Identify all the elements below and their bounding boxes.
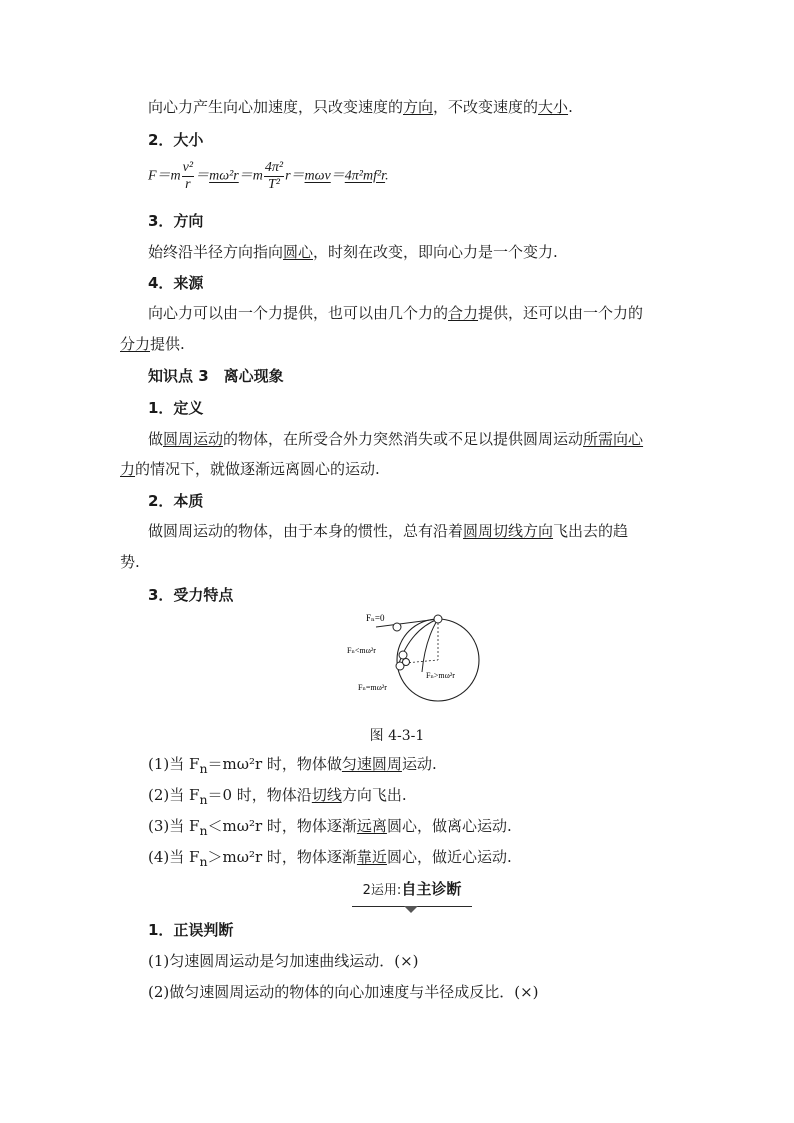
heading-direction: 3．方向: [148, 212, 204, 230]
text: .: [568, 98, 573, 116]
heading-force-feature: 3．受力特点: [148, 586, 234, 604]
source-line-1: [148, 303, 643, 323]
underlined-answer: 分力: [120, 335, 151, 353]
condition-3: [148, 816, 512, 841]
text: 提供.: [150, 335, 185, 353]
text: 飞出去的趋: [553, 522, 629, 540]
underlined-answer: 所需向心: [583, 430, 644, 448]
text: ＝mω²r 时，物体做: [207, 755, 342, 773]
heading-source: 4．来源: [148, 274, 204, 292]
underlined-answer: 4π²mf²r: [344, 168, 386, 184]
formula-part: ＝: [330, 168, 345, 184]
direction-line: [148, 242, 558, 262]
definition-line-1: [148, 429, 643, 449]
condition-2: [148, 785, 407, 810]
heading-size: 2．大小: [148, 131, 204, 149]
judgement-2: (2)做匀速圆周运动的物体的向心加速度与半径成反比．(×): [148, 983, 539, 1001]
text: 向心力可以由一个力提供，也可以由几个力的: [148, 304, 449, 322]
text: ，不改变速度的: [433, 98, 539, 116]
underlined-answer: 圆周运动: [163, 430, 224, 448]
text: 的物体，在所受合外力突然消失或不足以提供圆周运动: [223, 430, 584, 448]
ball-less: [399, 651, 407, 659]
heading-essence: 2．本质: [148, 492, 204, 510]
text: 始终沿半径方向指向: [148, 243, 284, 261]
label-fn-zero: Fₙ=0: [366, 613, 385, 623]
subscript: n: [199, 823, 208, 838]
text: (3)当 F: [148, 817, 200, 835]
ball-top: [434, 615, 442, 623]
text: (1)当 F: [148, 755, 200, 773]
heading-judgement: 1．正误判断: [148, 921, 234, 939]
underlined-answer: 合力: [448, 304, 479, 322]
ball-greater: [403, 659, 410, 666]
underlined-answer: 圆周切线方向: [463, 522, 554, 540]
text: (4)当 F: [148, 848, 200, 866]
judgement-1: (1)匀速圆周运动是匀加速曲线运动．(×): [148, 952, 419, 970]
centrifugal-figure: [340, 610, 490, 710]
text: 的情况下，就做逐渐远离圆心的运动.: [135, 460, 380, 478]
label-fn-greater: Fₙ>mω²r: [426, 671, 455, 680]
text: 向心力产生向心加速度，只改变速度的: [148, 98, 404, 116]
essence-line-1: [148, 521, 628, 541]
underlined-answer: 切线: [311, 786, 342, 804]
underlined-answer: 匀速圆周: [341, 755, 402, 773]
denominator: T²: [267, 177, 280, 192]
fraction-4pi2-T2: [264, 160, 284, 193]
formula-part: F＝m: [148, 168, 181, 184]
underlined-answer: mωv: [304, 168, 331, 184]
underlined-answer: mω²r: [209, 168, 239, 184]
formula-part: ＝: [290, 168, 305, 184]
section-banner: [352, 878, 472, 907]
text: 做: [148, 430, 164, 448]
label-fn-equal: Fₙ=mω²r: [358, 683, 387, 692]
text: 圆心，做近心运动.: [386, 848, 512, 866]
text: ＞mω²r 时，物体逐渐: [207, 848, 357, 866]
formula-part: r: [285, 168, 291, 184]
formula-part: ＝: [195, 168, 210, 184]
text: 圆心，做离心运动.: [386, 817, 512, 835]
source-line-2: [120, 334, 185, 354]
condition-4: [148, 847, 512, 872]
definition-line-2: [120, 459, 380, 479]
underlined-answer: 方向: [403, 98, 434, 116]
banner-prefix: 2运用:: [362, 883, 402, 898]
banner-title: 自主诊断: [401, 880, 462, 898]
numerator: 4π²: [264, 160, 284, 175]
text: 提供，还可以由一个力的: [478, 304, 644, 322]
intro-line: [148, 97, 573, 117]
underlined-answer: 远离: [356, 817, 387, 835]
essence-line-2: 势.: [120, 553, 140, 571]
tangent-line: [376, 619, 438, 627]
knowledge-point-3: 知识点 3 离心现象: [148, 367, 284, 385]
text: 方向飞出.: [341, 786, 407, 804]
ball-tangent: [393, 623, 401, 631]
text: 运动.: [401, 755, 437, 773]
underlined-answer: 圆心: [283, 243, 314, 261]
heading-definition: 1．定义: [148, 399, 204, 417]
label-fn-less: Fₙ<mω²r: [347, 646, 376, 655]
subscript: n: [199, 792, 208, 807]
centripetal-force-formula: [148, 160, 389, 200]
subscript: n: [199, 761, 208, 776]
text: ＜mω²r 时，物体逐渐: [207, 817, 357, 835]
underlined-answer: 靠近: [356, 848, 387, 866]
underlined-answer: 力: [120, 460, 136, 478]
text: ，时刻在改变，即向心力是一个变力.: [313, 243, 558, 261]
underlined-answer: 大小: [538, 98, 569, 116]
formula-part: ＝m: [238, 168, 263, 184]
text: 做圆周运动的物体，由于本身的惯性，总有沿着: [148, 522, 464, 540]
fraction-v2-r: [182, 160, 194, 193]
figure-caption: 图 4-3-1: [369, 728, 425, 744]
formula-part: .: [385, 168, 389, 184]
text: (2)当 F: [148, 786, 200, 804]
text: ＝0 时，物体沿: [207, 786, 312, 804]
condition-1: [148, 754, 437, 779]
banner-triangle-icon: [404, 906, 418, 913]
numerator: v²: [182, 160, 194, 175]
subscript: n: [199, 854, 208, 869]
denominator: r: [185, 177, 191, 192]
